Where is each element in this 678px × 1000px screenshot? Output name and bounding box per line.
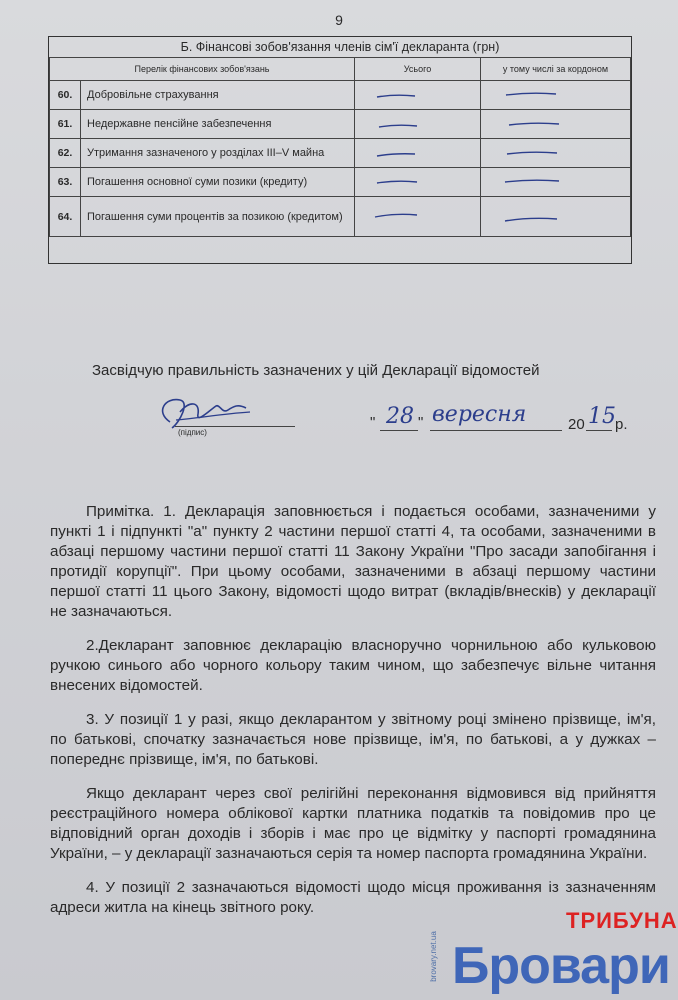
note-paragraph: 4. У позиції 2 зазначаються відомості щодо місця проживання із зазначенням адреси житла на кінець звітного року. — [50, 879, 656, 916]
signature-date-row — [0, 392, 678, 440]
table-row — [50, 139, 631, 168]
date-day: 28 — [386, 404, 414, 429]
row-number: 61. — [50, 110, 81, 139]
header-obligations-list: Перелік фінансових зобов'язань — [50, 58, 355, 81]
row-label: Добровільне страхування — [81, 81, 355, 110]
abroad-dash-mark — [481, 139, 631, 168]
certification-statement: Засвідчую правильність зазначених у цій Декларації відомостей — [92, 362, 540, 379]
note-paragraph: 3. У позиції 1 у разі, якщо декларантом у звітному році змінено прізвище, ім'я, по батькові, спочатку зазначається нове прізвище, ім'я, по батькові, а у дужках – попереднє прізвище, ім'я, по батькові. — [50, 711, 656, 768]
date-year-end: р. — [615, 416, 628, 433]
watermark-url-text: brovary.net.ua — [428, 931, 438, 982]
day-line — [380, 430, 418, 431]
row-label: Погашення суми процентів за позикою (кредитом) — [81, 197, 355, 237]
row-label: Недержавне пенсійне забезпечення — [81, 110, 355, 139]
total-dash-mark — [355, 197, 481, 237]
header-total: Усього — [355, 58, 481, 81]
date-quote-close: " — [418, 414, 424, 431]
watermark-url — [428, 916, 450, 996]
month-line — [430, 430, 562, 431]
signature-line — [175, 426, 295, 427]
year-line — [586, 430, 612, 431]
signature-label: (підпис) — [178, 428, 207, 437]
abroad-dash-mark — [481, 197, 631, 237]
watermark-logo — [428, 906, 678, 1000]
table-row — [50, 197, 631, 237]
date-year-suffix: 15 — [588, 404, 616, 429]
row-label: Погашення основної суми позики (кредиту) — [81, 168, 355, 197]
page-number: 9 — [335, 12, 343, 28]
abroad-dash-mark — [481, 110, 631, 139]
row-number: 63. — [50, 168, 81, 197]
notes-section — [50, 502, 656, 932]
date-month: вересня — [432, 402, 527, 427]
table-title: Б. Фінансові зобов'язання членів сім'ї декларанта (грн) — [180, 40, 500, 54]
obligations-grid — [49, 57, 631, 237]
table-row — [50, 81, 631, 110]
note-paragraph: Якщо декларант через свої релігійні переконання відмовився від прийняття реєстраційного номера облікової картки платника податків та повідомив про це відповідний орган доходів і зборів і має про це відмітку у паспорті громадянина України, – у декларації зазначаються серія та номер паспорта громадянина України. — [50, 785, 656, 862]
note-paragraph: Примітка. 1. Декларація заповнюється і подається особами, зазначеними у пункті 1 і підпункті "а" пункту 2 частини першої статті 4, та особами, зазначеними в абзаці першому частини першої статті 11 Закону України "Про засади запобігання і протидії корупції". При цьому особами, зазначеними в абзаці першому частини першої статті 11 цього Закону, відомості щодо витрат (вкладів/внесків) у декларації не зазначаються. — [50, 503, 656, 620]
date-year-prefix: 20 — [568, 416, 585, 433]
row-number: 62. — [50, 139, 81, 168]
total-dash-mark — [355, 81, 481, 110]
date-quote-open: " — [370, 414, 376, 431]
abroad-dash-mark — [481, 81, 631, 110]
total-dash-mark — [355, 110, 481, 139]
note-paragraph: 2.Декларант заповнює декларацію власноручно чорнильною або кульковою ручкою синього або чорного кольору таким чином, що забезпечує вільне читання внесених відомостей. — [50, 637, 656, 694]
total-dash-mark — [355, 168, 481, 197]
table-row — [50, 110, 631, 139]
row-number: 60. — [50, 81, 81, 110]
watermark-top-text: ТРИБУНА — [566, 908, 678, 933]
watermark-main-text: Бровари — [452, 937, 670, 995]
header-abroad: у тому числі за кордоном — [481, 58, 631, 81]
financial-obligations-table — [48, 36, 632, 264]
table-row — [50, 168, 631, 197]
row-label: Утримання зазначеного у розділах III–V майна — [81, 139, 355, 168]
total-dash-mark — [355, 139, 481, 168]
abroad-dash-mark — [481, 168, 631, 197]
row-number: 64. — [50, 197, 81, 237]
